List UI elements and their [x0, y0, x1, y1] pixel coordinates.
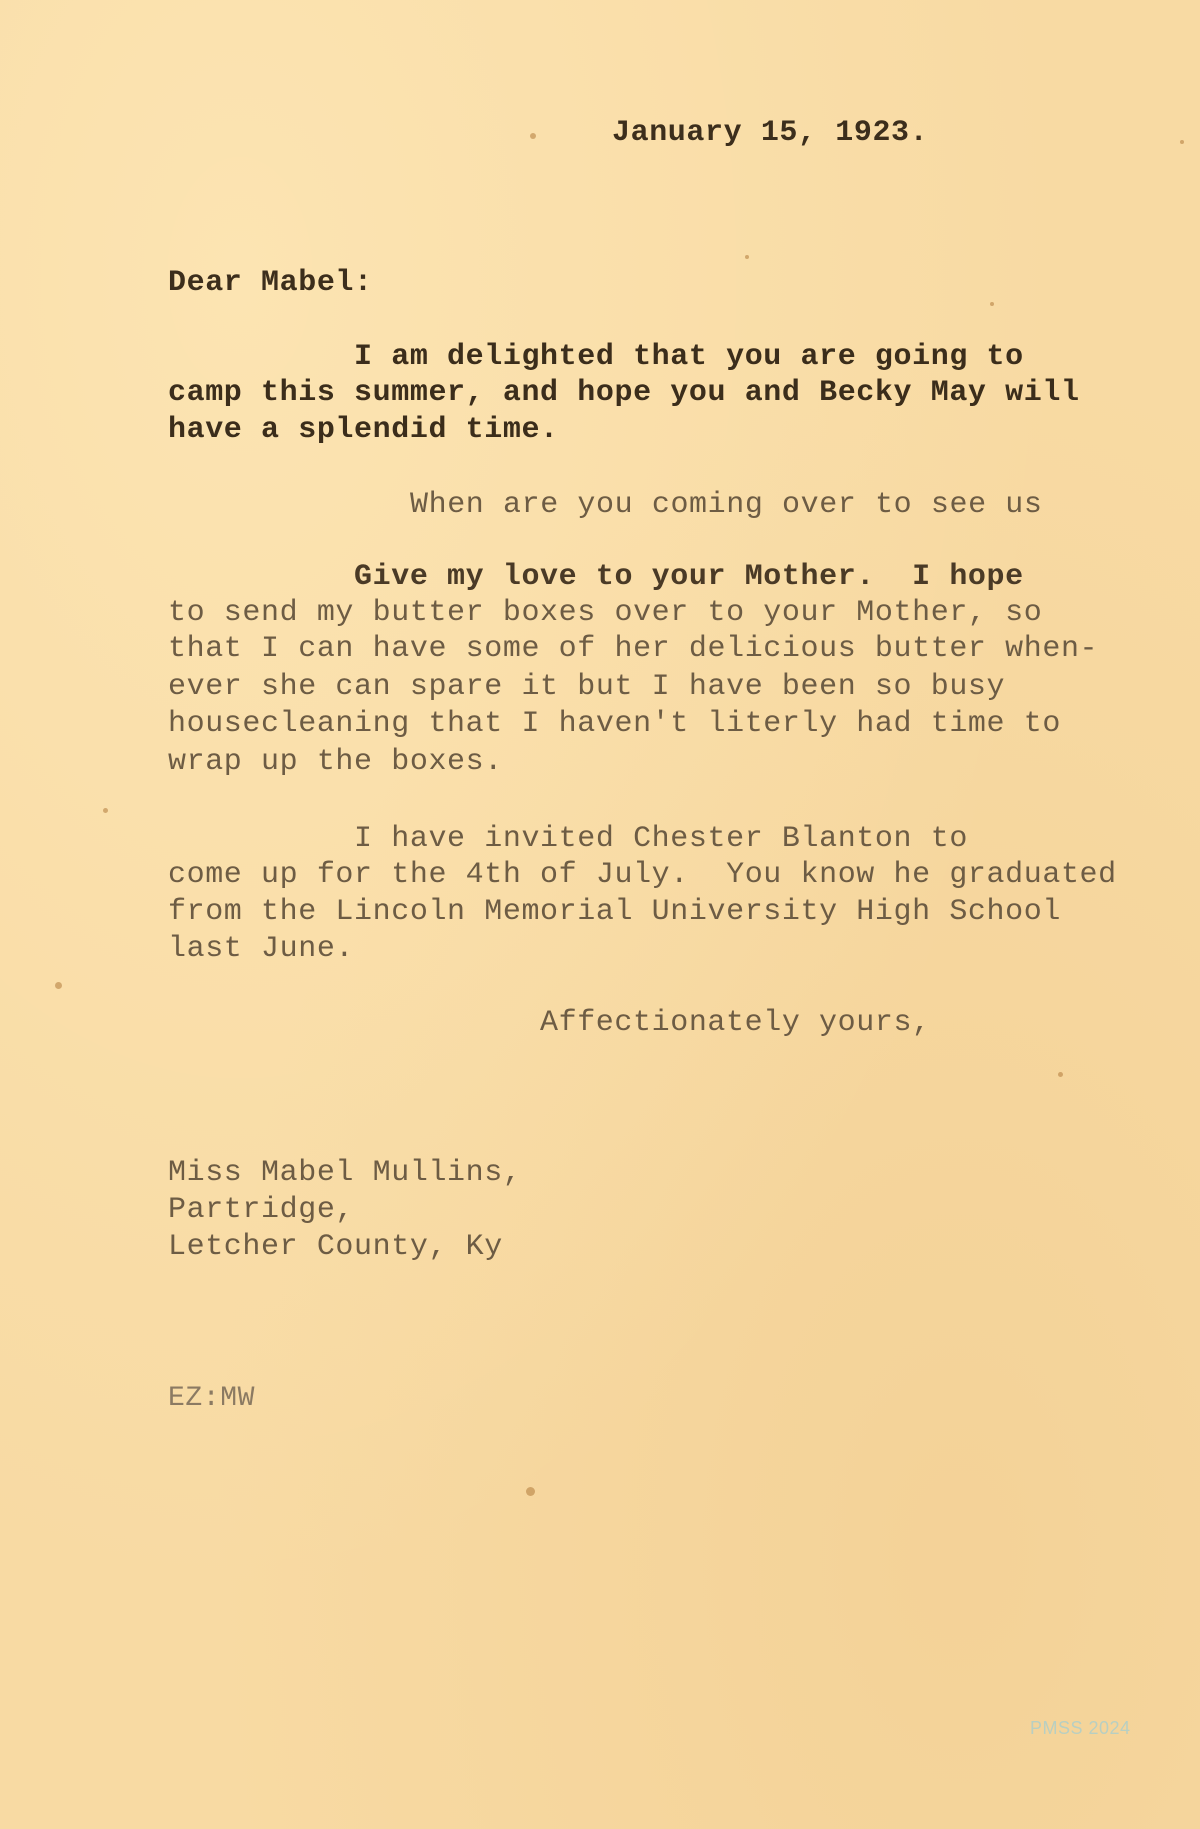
paragraph-3-line: that I can have some of her delicious butter when- [168, 632, 1099, 666]
reference-initials: EZ:MW [168, 1383, 256, 1414]
address-line: Partridge, [168, 1193, 355, 1227]
closing: Affectionately yours, [540, 1006, 931, 1040]
paragraph-1-line: camp this summer, and hope you and Becky May will [168, 376, 1080, 410]
paragraph-1-line: have a splendid time. [168, 413, 559, 447]
paragraph-4-line: I have invited Chester Blanton to [168, 822, 968, 856]
paragraph-2: When are you coming over to see us [410, 488, 1043, 522]
paper-fleck [745, 255, 749, 259]
paragraph-1-line: I am delighted that you are going to [168, 340, 1024, 374]
paragraph-3-line: wrap up the boxes. [168, 745, 503, 779]
salutation: Dear Mabel: [168, 266, 373, 300]
archive-watermark: PMSS 2024 [1030, 1718, 1131, 1738]
letter-date: January 15, 1923. [612, 116, 929, 150]
paper-fleck [1058, 1072, 1063, 1077]
paper-fleck [530, 133, 536, 139]
paragraph-3-line: to send my butter boxes over to your Mother, so [168, 596, 1043, 630]
paper-fleck [103, 808, 108, 813]
paper-fleck [1180, 140, 1184, 144]
address-line: Miss Mabel Mullins, [168, 1156, 522, 1190]
paper-fleck [526, 1487, 535, 1496]
address-line: Letcher County, Ky [168, 1230, 503, 1264]
paragraph-3-line: ever she can spare it but I have been so busy [168, 670, 1006, 704]
paper-fleck [990, 302, 994, 306]
paragraph-3-line: housecleaning that I haven't literly had time to [168, 707, 1061, 741]
paper-fleck [55, 982, 62, 989]
paragraph-3-line: Give my love to your Mother. I hope [168, 560, 1024, 594]
paragraph-4-line: last June. [168, 932, 355, 966]
paragraph-4-line: come up for the 4th of July. You know he graduated [168, 858, 1117, 892]
paragraph-4-line: from the Lincoln Memorial University High School [168, 895, 1061, 929]
